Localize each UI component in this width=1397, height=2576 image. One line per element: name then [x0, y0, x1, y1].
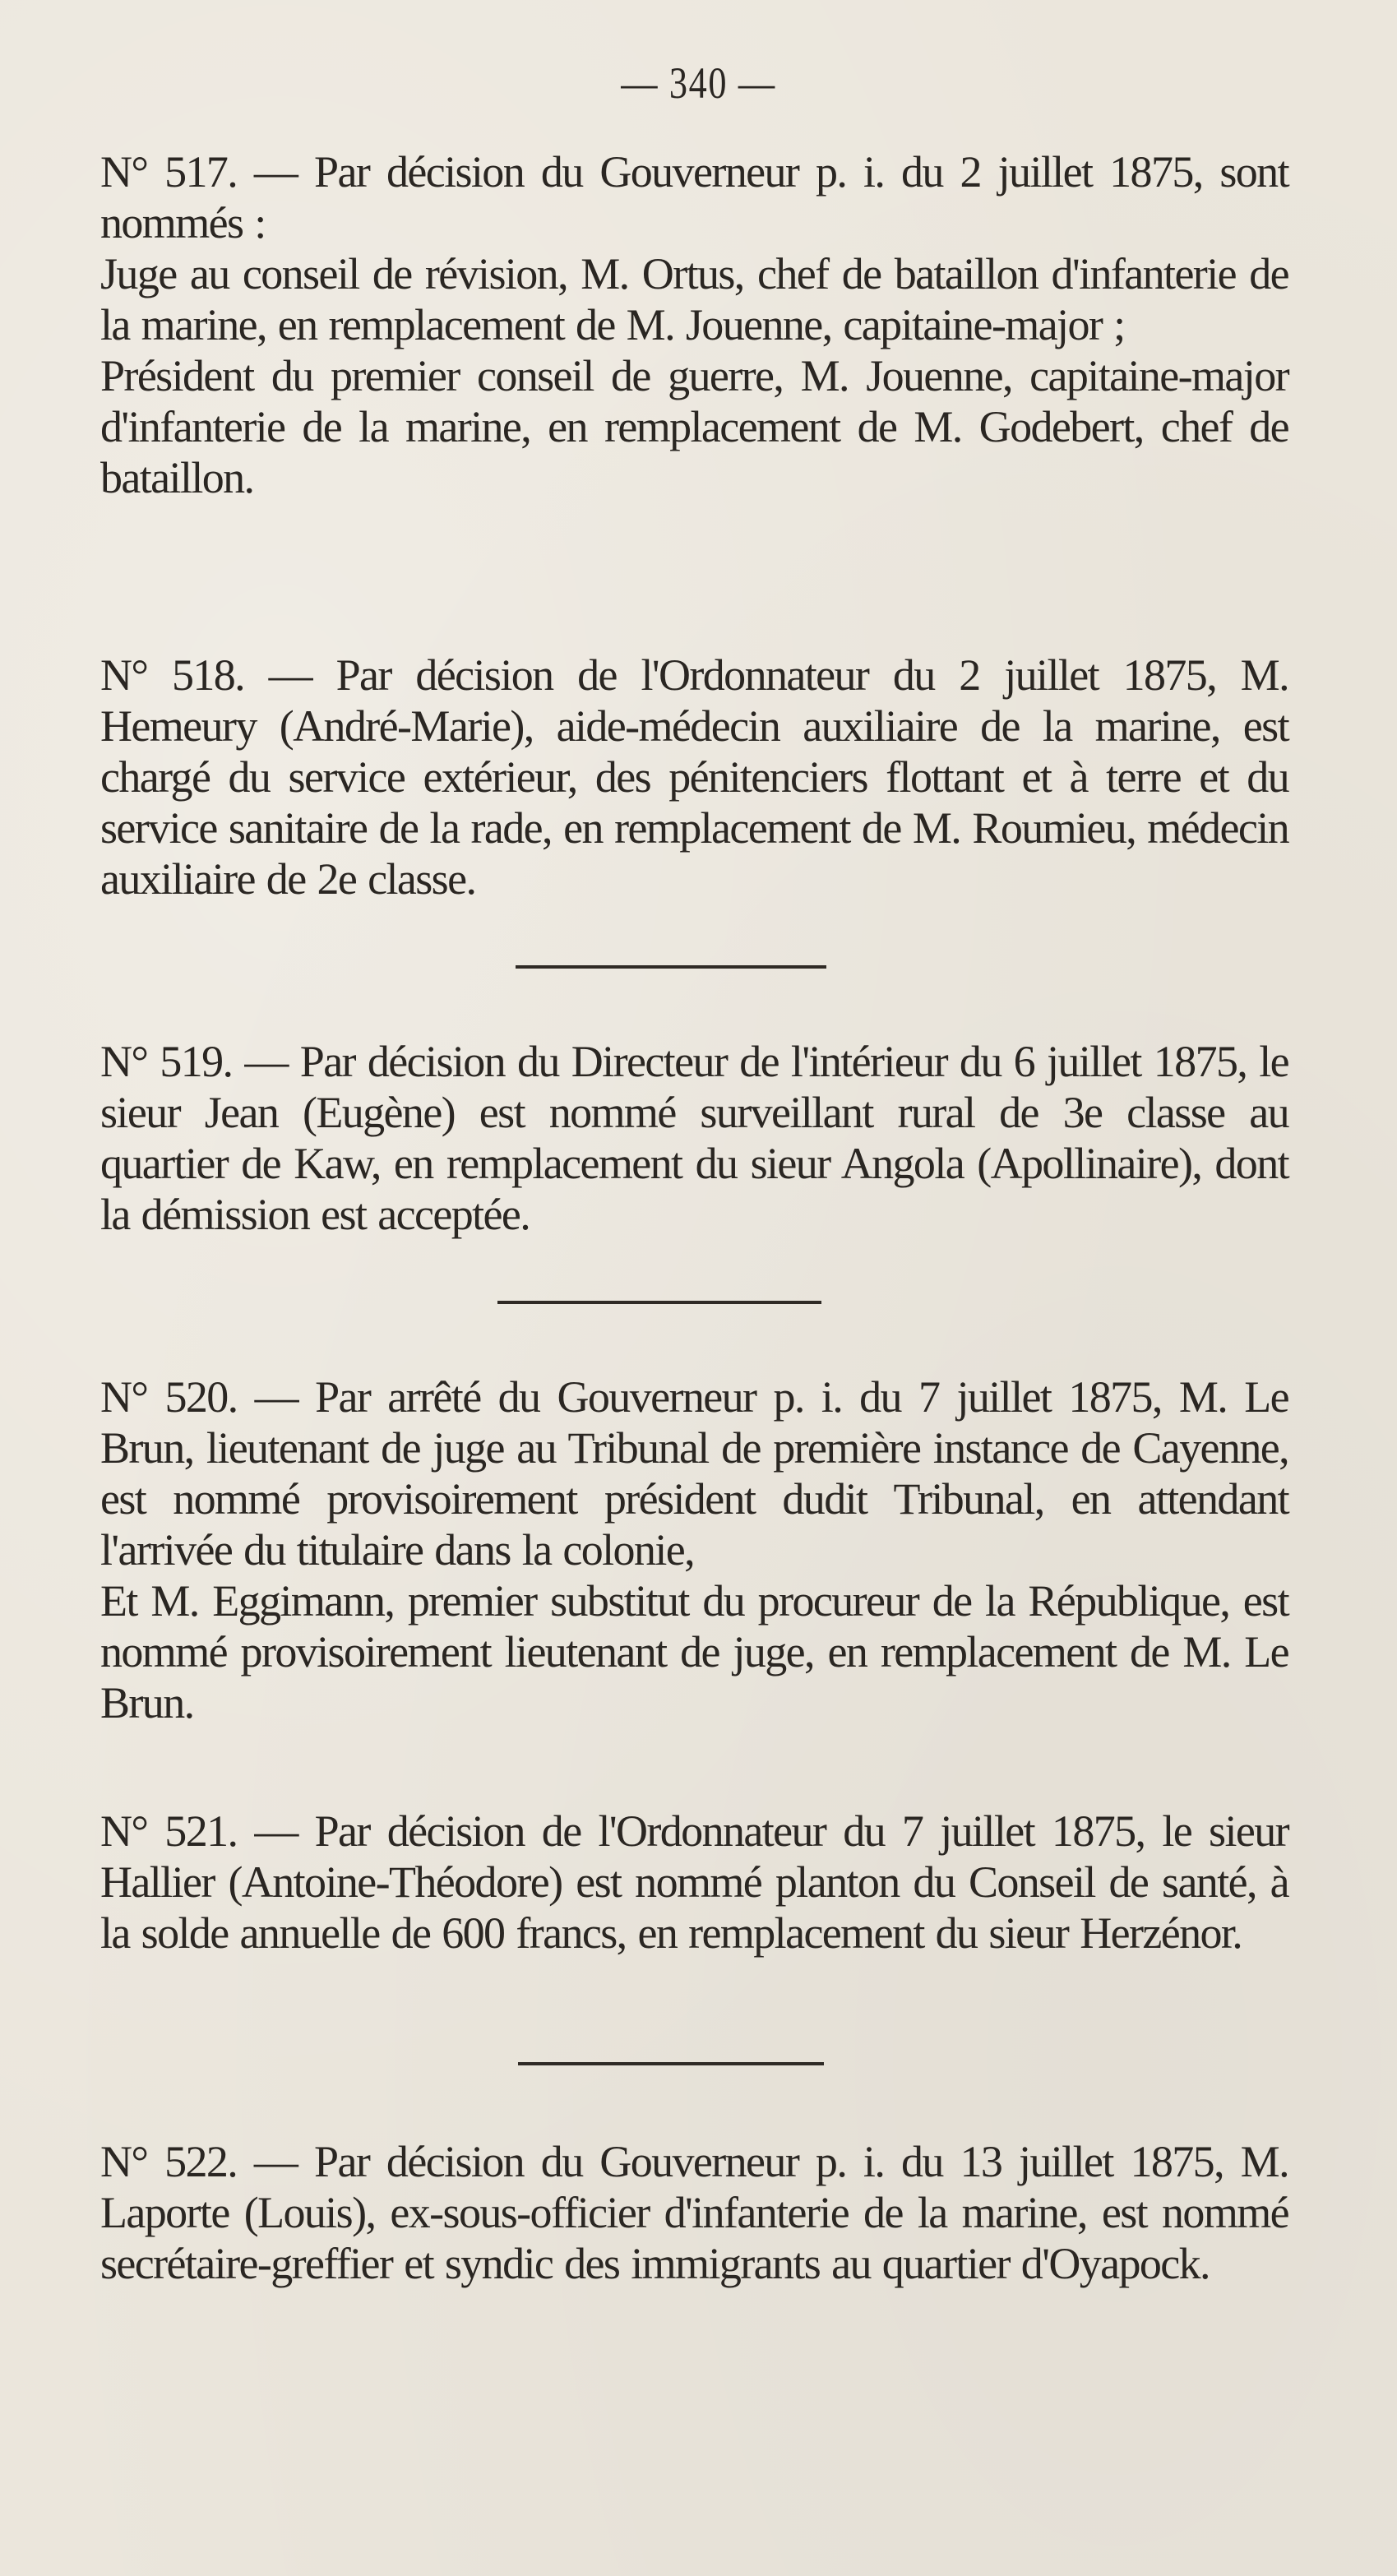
entry-520-paragraph-1: N° 520. — Par arrêté du Gouverneur p. i. du 7 juillet 1875, M. Le Brun, lieutenant de juge au Tribunal de première instance de Cayenne, est nommé provisoirement président dudit Tribunal, en attendant l'arrivée du titulaire dans la colonie, [100, 1372, 1288, 1575]
entry-517 [100, 146, 1288, 503]
entry-522-paragraph-1: N° 522. — Par décision du Gouverneur p. i. du 13 juillet 1875, M. Laporte (Louis), ex-sous-officier d'infanterie de la marine, est nommé secrétaire-greffier et syndic des immigrants au quartier d'Oyapock. [100, 2137, 1288, 2288]
entry-519 [100, 1036, 1288, 1240]
separator-rule [497, 1301, 821, 1304]
entry-521-paragraph-1: N° 521. — Par décision de l'Ordonnateur du 7 juillet 1875, le sieur Hallier (Antoine-Théodore) est nommé planton du Conseil de santé, à la solde annuelle de 600 francs, en remplacement du sieur Herzénor. [100, 1806, 1288, 1958]
entry-517-paragraph-3: Président du premier conseil de guerre, M. Jouenne, capitaine-major d'infanterie de la marine, en remplacement de M. Godebert, chef de bataillon. [100, 351, 1288, 502]
entry-520 [100, 1371, 1288, 1728]
separator-rule [518, 2062, 824, 2065]
entry-521 [100, 1806, 1288, 1959]
separator-rule [516, 965, 826, 969]
entry-522 [100, 2136, 1288, 2289]
entry-517-paragraph-1: N° 517. — Par décision du Gouverneur p. i. du 2 juillet 1875, sont nommés : [100, 147, 1288, 247]
entry-519-paragraph-1: N° 519. — Par décision du Directeur de l'intérieur du 6 juillet 1875, le sieur Jean (Eugène) est nommé surveillant rural de 3e classe au quartier de Kaw, en remplacement du sieur Angola (Apollinaire), dont la démission est acceptée. [100, 1037, 1288, 1239]
entry-517-paragraph-2: Juge au conseil de révision, M. Ortus, chef de bataillon d'infanterie de la marine, en remplacement de M. Jouenne, capitaine-major ; [100, 249, 1288, 349]
page-number: — 340 — [621, 58, 776, 108]
entry-520-paragraph-2: Et M. Eggimann, premier substitut du procureur de la République, est nommé provisoirement lieutenant de juge, en remplacement de M. Le Brun. [100, 1576, 1288, 1727]
entry-518-paragraph-1: N° 518. — Par décision de l'Ordonnateur du 2 juillet 1875, M. Hemeury (André-Marie), aide-médecin auxiliaire de la marine, est chargé du service extérieur, des pénitenciers flottant et à terre et du service sanitaire de la rade, en remplacement de M. Roumieu, médecin auxiliaire de 2e classe. [100, 650, 1288, 904]
entry-518 [100, 650, 1288, 904]
